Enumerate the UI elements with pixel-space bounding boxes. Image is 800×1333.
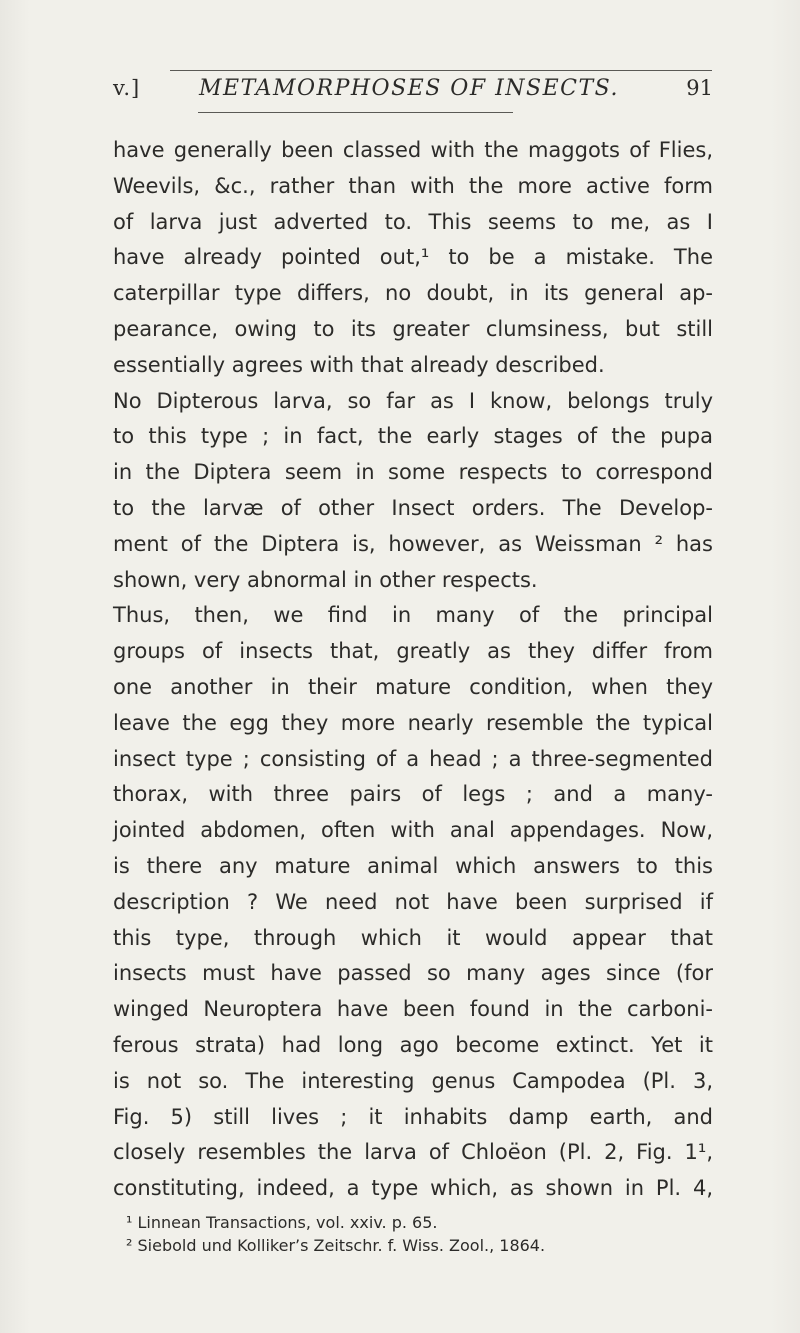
footnote-2: ² Siebold und Kolliker’s Zeitschr. f. Wiss. Zool., 1864. <box>126 1236 546 1255</box>
text-line: have already pointed out,¹ to be a mistake. The <box>113 245 713 270</box>
body-text <box>113 133 713 1207</box>
text-line: this type, through which it would appear that <box>113 925 713 950</box>
text-line: pearance, owing to its greater clumsiness, but still <box>113 316 713 341</box>
text-line: in the Diptera seem in some respects to correspond <box>113 460 713 485</box>
text-line: jointed abdomen, often with anal appendages. Now, <box>113 818 713 843</box>
page-number: 91 <box>686 76 713 100</box>
text-line: insects must have passed so many ages since (for <box>113 961 713 986</box>
text-line: ferous strata) had long ago become extinct. Yet it <box>113 1032 713 1057</box>
footnotes <box>126 1211 716 1257</box>
text-line: caterpillar type differs, no doubt, in its general ap- <box>113 281 713 306</box>
header-rule-bottom <box>198 112 513 113</box>
text-line: shown, very abnormal in other respects. <box>113 567 538 592</box>
text-line: constituting, indeed, a type which, as shown in Pl. 4, <box>113 1176 713 1201</box>
text-line: essentially agrees with that already described. <box>113 352 605 377</box>
text-line: is not so. The interesting genus Campodea (Pl. 3, <box>113 1068 713 1093</box>
text-line: Weevils, &c., rather than with the more active form <box>113 173 713 198</box>
footnote-1: ¹ Linnean Transactions, vol. xxiv. p. 65. <box>126 1213 438 1232</box>
text-line: Thus, then, we find in many of the principal <box>113 603 713 628</box>
text-line: thorax, with three pairs of legs ; and a many- <box>113 782 713 807</box>
text-line: insect type ; consisting of a head ; a three-segmented <box>113 746 713 771</box>
text-line: to the larvæ of other Insect orders. The Develop- <box>113 495 713 520</box>
chapter-number: v.] <box>113 76 141 100</box>
text-line: ment of the Diptera is, however, as Weissman ² has <box>113 531 713 556</box>
text-line: winged Neuroptera have been found in the carboni- <box>113 997 713 1022</box>
text-line: leave the egg they more nearly resemble the typical <box>113 710 713 735</box>
text-line: is there any mature animal which answers to this <box>113 853 713 878</box>
text-line: description ? We need not have been surprised if <box>113 889 713 914</box>
text-line: one another in their mature condition, when they <box>113 674 713 699</box>
text-line: of larva just adverted to. This seems to me, as I <box>113 209 713 234</box>
text-line: Fig. 5) still lives ; it inhabits damp earth, and <box>113 1104 713 1129</box>
running-header <box>113 70 713 106</box>
text-line: to this type ; in fact, the early stages of the pupa <box>113 424 713 449</box>
text-line: No Dipterous larva, so far as I know, belongs truly <box>113 388 713 413</box>
text-line: closely resembles the larva of Chloëon (Pl. 2, Fig. 1¹, <box>113 1140 713 1165</box>
running-title: METAMORPHOSES OF INSECTS. <box>199 76 619 101</box>
text-line: have generally been classed with the maggots of Flies, <box>113 138 713 162</box>
text-line: groups of insects that, greatly as they differ from <box>113 639 713 664</box>
